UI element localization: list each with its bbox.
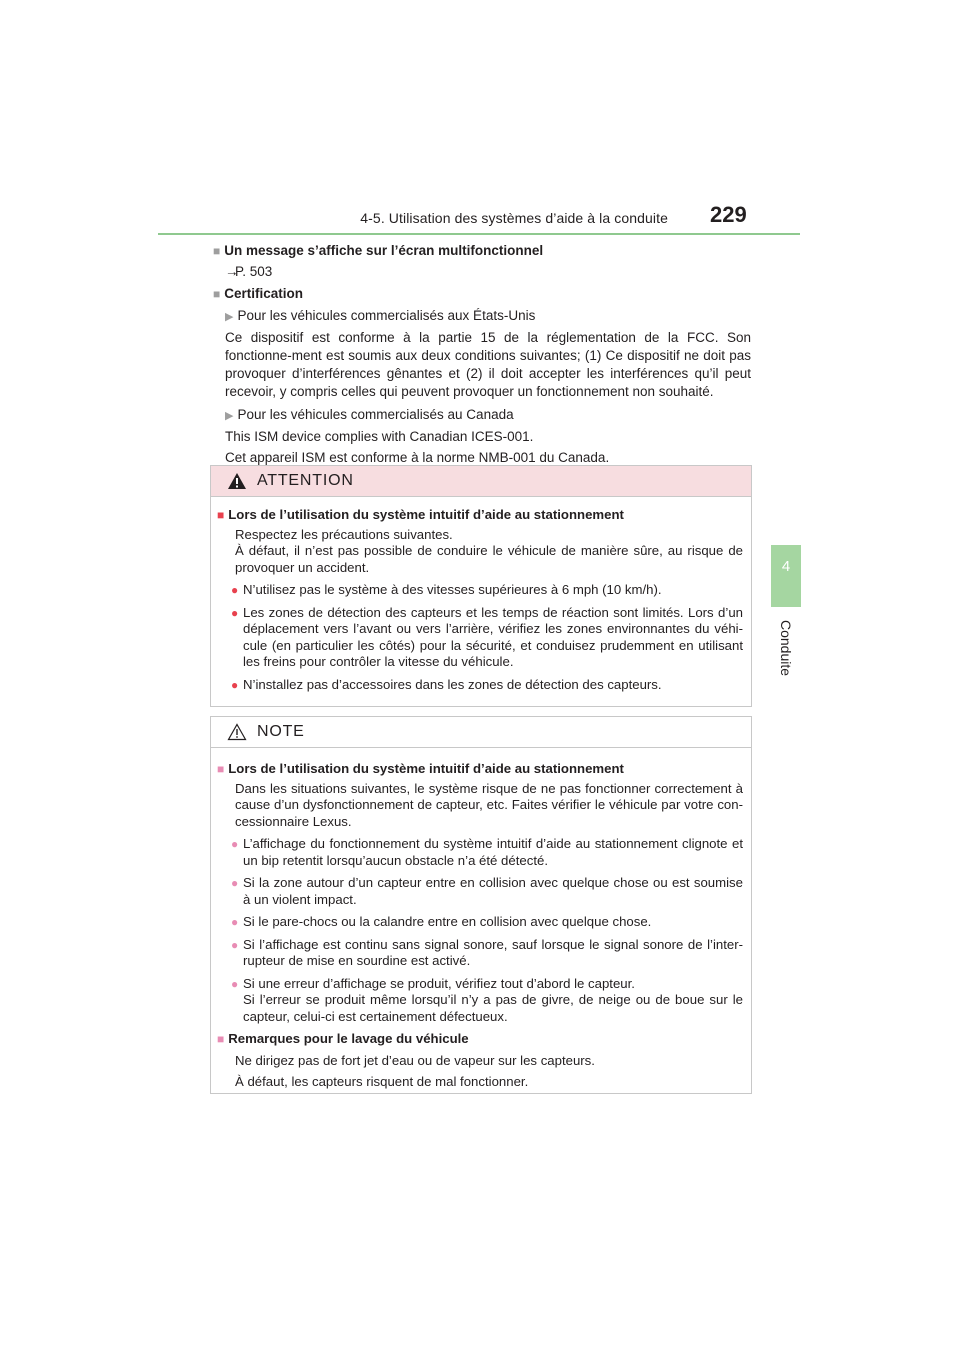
attention-header [211, 466, 751, 497]
attention-box [210, 465, 752, 707]
circle-bullet-icon: ● [231, 976, 239, 991]
washing-text: À défaut, les capteurs risquent de mal fonctionner. [235, 1074, 529, 1089]
header-divider [158, 233, 800, 235]
intro-section [213, 242, 751, 467]
note-box [210, 716, 752, 1094]
note-body [211, 748, 751, 1097]
warning-icon [227, 472, 247, 490]
attention-intro: Respectez les précautions suivantes. [235, 526, 453, 542]
page-reference: →P. 503 [225, 264, 273, 279]
arrow-icon: → [225, 264, 239, 279]
canada-text-french: Cet appareil ISM est conforme à la norme NMB-001 du Canada. [225, 450, 610, 465]
square-bullet-icon: ■ [217, 762, 225, 776]
canada-text-english: This ISM device complies with Canadian ICES-001. [225, 429, 534, 444]
chapter-label: Conduite [778, 620, 794, 677]
attention-intro: À défaut, il n’est pas possible de conduire le véhicule de manière sûre, au risque de provoquer un accident. [235, 543, 743, 575]
list-item: ● Si une erreur d’affichage se produit, vérifiez tout d’abord le capteur. Si l’erreur se produit même lorsqu’il n’y a pas de givre, de neige ou de boue sur le capteur, celui-ci est certainement défectueux. [231, 975, 743, 1024]
list-item: ● N’utilisez pas le système à des vitesses supérieures à 6 mph (10 km/h). [231, 582, 662, 597]
usa-text: Ce dispositif est conforme à la partie 15 de la réglementation de la FCC. Son fonctionne-ment est soumis aux deux conditions suivantes; (1) Ce dispositif ne doit pas provoquer d’interférences gênantes et (2) il doit accepter les interférences qu’il peut recevoir, y compris celles qui peuvent provoquer un fonctionnement non souhaité. [225, 330, 751, 399]
note-title: NOTE [257, 723, 305, 740]
page-header [0, 0, 960, 240]
canada-label: ▶ Pour les véhicules commercialisés au Canada [225, 407, 514, 422]
message-heading: ■ Un message s’affiche sur l’écran multifonctionnel [213, 243, 544, 258]
attention-heading: ■ Lors de l’utilisation du système intuitif d’aide au stationnement [217, 507, 624, 522]
circle-bullet-icon: ● [231, 915, 239, 929]
note-heading: ■ Lors de l’utilisation du système intuitif d’aide au stationnement [217, 761, 624, 776]
attention-title: ATTENTION [257, 472, 354, 489]
square-bullet-icon: ■ [217, 508, 225, 522]
list-item: ● Si l’affichage est continu sans signal sonore, sauf lorsque le signal sonore de l’inter-rupteur de mise en sourdine est activé. [231, 936, 743, 968]
page-number: 229 [710, 202, 747, 227]
list-item: ● Les zones de détection des capteurs et les temps de réaction sont limités. Lors d’un déplacement vers l’avant ou vers l’arrière, vérifiez les zones environnantes du véhi-cule (en particulier les côtés) pour la sécurité, et conduisez prudemment en utilisant les freins pour contrôler la vitesse du véhicule. [231, 604, 743, 669]
chapter-number: 4 [781, 558, 791, 575]
chapter-tab [771, 545, 801, 607]
circle-bullet-icon: ● [231, 583, 239, 597]
square-bullet-icon: ■ [213, 287, 221, 301]
note-header [211, 717, 751, 748]
section-title: 4-5. Utilisation des systèmes d’aide à la conduite [360, 210, 668, 226]
list-item: ● L’affichage du fonctionnement du système intuitif d’aide au stationnement clignote et un bip retentit lorsqu’aucun obstacle n’a été détecté. [231, 836, 743, 868]
triangle-bullet-icon: ▶ [225, 410, 234, 422]
list-item: ● Si le pare-chocs ou la calandre entre en collision avec quelque chose. [231, 914, 652, 929]
circle-bullet-icon: ● [231, 605, 239, 620]
caution-icon [227, 723, 247, 741]
list-item: ● N’installez pas d’accessoires dans les zones de détection des capteurs. [231, 676, 662, 692]
note-intro: Dans les situations suivantes, le système risque de ne pas fonctionner correctement à cause d’un dysfonctionnement de capteur, etc. Faites vérifier le véhicule par votre con-cessionnaire Lexus. [235, 780, 743, 829]
list-item: ● Si la zone autour d’un capteur entre en collision avec quelque chose ou est soumise à un violent impact. [231, 875, 743, 907]
washing-text: Ne dirigez pas de fort jet d’eau ou de vapeur sur les capteurs. [235, 1052, 595, 1068]
circle-bullet-icon: ● [231, 837, 239, 851]
square-bullet-icon: ■ [217, 1032, 225, 1046]
circle-bullet-icon: ● [231, 876, 239, 890]
circle-bullet-icon: ● [231, 677, 239, 692]
attention-body [211, 497, 751, 699]
square-bullet-icon: ■ [213, 244, 221, 258]
usa-label: ▶ Pour les véhicules commercialisés aux États-Unis [225, 308, 536, 323]
circle-bullet-icon: ● [231, 937, 239, 952]
triangle-bullet-icon: ▶ [225, 311, 234, 323]
certification-heading: ■ Certification [213, 286, 304, 301]
washing-heading: ■ Remarques pour le lavage du véhicule [217, 1031, 469, 1046]
